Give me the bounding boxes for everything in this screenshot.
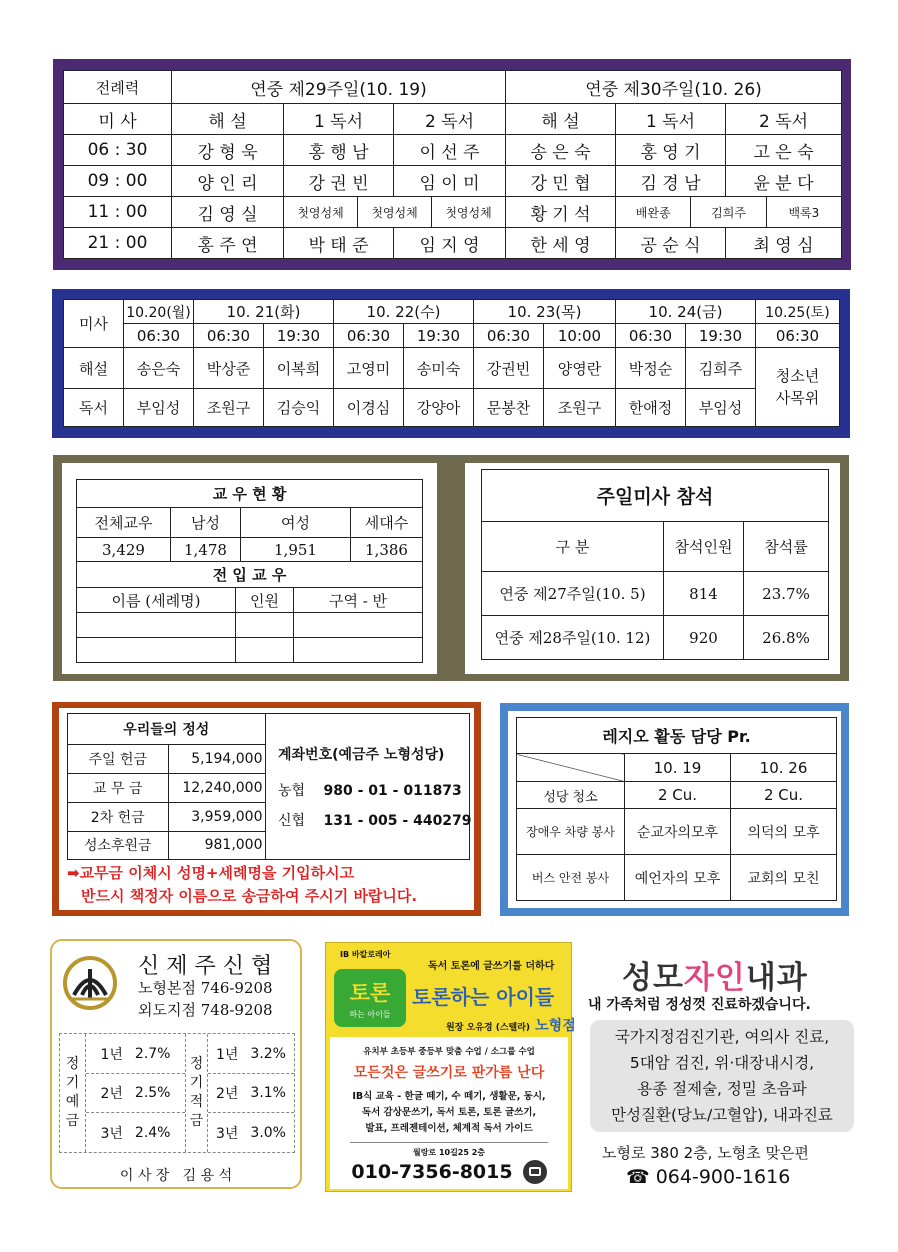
attendance-header: 참석률 — [744, 522, 829, 572]
members-header: 여성 — [241, 508, 351, 538]
label-char: 적 — [189, 1094, 204, 1110]
credit-union-ad — [50, 939, 302, 1189]
table-cell: 부임성 — [124, 388, 194, 426]
table-cell: 양 인 리 — [172, 166, 284, 197]
service-line: 만성질환(당뇨/고혈압), 내과진료 — [611, 1106, 833, 1124]
time-cell: 06:30 — [616, 324, 686, 348]
newcomer-headers — [77, 588, 423, 613]
legio-cell: 순교자의모후 — [625, 809, 731, 855]
liturgy-table — [63, 70, 842, 259]
rate-term: 2년 — [215, 1086, 239, 1102]
offering-notice: 반드시 책정자 이름으로 송금하여 주시기 바랍니다. — [81, 887, 418, 905]
mass-label: 미사 — [64, 300, 124, 348]
members-title: 교 우 현 황 — [77, 480, 423, 508]
table-cell: 송미숙 — [404, 348, 474, 388]
table-cell: 임 이 미 — [394, 166, 506, 197]
legio-duty: 성당 청소 — [517, 782, 625, 809]
time-cell: 06:30 — [474, 324, 544, 348]
mass-time: 21 : 00 — [64, 228, 172, 259]
debate-logo — [334, 969, 406, 1027]
director-line — [446, 1015, 576, 1035]
commentary-label: 해설 — [64, 348, 124, 388]
table-cell: 홍 행 남 — [284, 135, 394, 166]
attendance-count: 920 — [664, 616, 744, 660]
credit-union-logo — [62, 955, 118, 1011]
label-char: 기 — [65, 1075, 80, 1091]
table-cell: 부임성 — [686, 388, 756, 426]
rate-value: 3.2% — [250, 1045, 286, 1062]
weekday-table — [63, 299, 840, 427]
attendance-panel — [465, 463, 840, 674]
chairman: 이 사 장 김 용 석 — [119, 1168, 233, 1184]
table-cell: 강양아 — [404, 388, 474, 426]
account-number: 131 - 005 - 440279 — [323, 813, 472, 829]
attendance-week: 연중 제27주일(10. 5) — [482, 572, 664, 616]
time-cell: 06:30 — [334, 324, 404, 348]
deposit-label — [60, 1034, 86, 1152]
attendance-count: 814 — [664, 572, 744, 616]
ad-tagline: 독서 토론에 글쓰기를 더하다 — [428, 961, 555, 972]
rate-term: 2년 — [100, 1086, 123, 1102]
time-cell: 06:30 — [194, 324, 264, 348]
bank-name: 농협 — [278, 783, 306, 799]
legio-cell: 예언자의 모후 — [625, 855, 731, 901]
table-cell: 백록3 — [788, 205, 820, 220]
table-cell: 최 영 심 — [726, 228, 842, 259]
credit-union-name: 신 제 주 신 협 — [138, 954, 273, 979]
account-row — [278, 810, 472, 830]
reading1-header: 1 독서 — [284, 104, 394, 135]
date-header: 10. 24(금) — [616, 300, 756, 324]
offering-frame — [52, 702, 481, 916]
legio-date: 10. 19 — [625, 754, 731, 782]
newcomer-header: 이름 (세례명) — [77, 588, 236, 612]
table-cell: 송 은 숙 — [506, 135, 616, 166]
clinic-slogan: 내 가족처럼 정성껏 진료하겠습니다. — [588, 997, 811, 1013]
time-cell: 19:30 — [686, 324, 756, 348]
branch-phone: 외도지점 748-9208 — [138, 1001, 273, 1019]
logo-subtext: 하는 아이들 — [349, 1010, 391, 1019]
table-cell: 이경심 — [334, 388, 404, 426]
attendance-header: 참석인원 — [664, 522, 744, 572]
attendance-table — [481, 469, 829, 660]
legio-duty: 장애우 차량 봉사 — [517, 809, 625, 855]
label-char: 금 — [65, 1113, 80, 1129]
newcomer-header: 인원 — [236, 588, 294, 612]
rate-row — [86, 1113, 185, 1152]
account-number: 980 - 01 - 011873 — [323, 783, 462, 799]
offering-amount: 5,194,000 — [168, 744, 265, 773]
members-panel — [62, 463, 437, 674]
rate-table — [59, 1033, 295, 1153]
reading-label: 독서 — [64, 388, 124, 426]
table-cell: 박상준 — [194, 348, 264, 388]
legio-title: 레지오 활동 담당 Pr. — [517, 718, 837, 754]
table-cell: 이복희 — [264, 348, 334, 388]
table-cell: 조원구 — [194, 388, 264, 426]
service-line: 용종 절제술, 정밀 초음파 — [637, 1080, 807, 1098]
reading1-header: 1 독서 — [616, 104, 726, 135]
rate-term: 3년 — [100, 1125, 123, 1142]
table-cell: 조원구 — [544, 388, 616, 426]
date-header: 10. 21(화) — [194, 300, 334, 324]
offering-amount: 981,000 — [168, 831, 265, 859]
newcomer-row — [77, 613, 423, 638]
rate-value: 3.1% — [250, 1085, 286, 1101]
table-cell: 첫영성체 — [284, 197, 358, 227]
newcomer-row — [77, 638, 423, 663]
rate-term: 1년 — [215, 1046, 239, 1063]
service-line: 국가지정검진기관, 여의사 진료, — [614, 1028, 830, 1046]
phone-row — [330, 1160, 568, 1184]
offering-label: 2차 헌금 — [68, 802, 168, 831]
branch: 노형점 — [535, 1018, 576, 1034]
chat-icon — [523, 1160, 547, 1184]
rate-row — [86, 1034, 185, 1074]
date-header: 10. 22(수) — [334, 300, 474, 324]
offering-notice: ➡교무금 이체시 성명+세례명을 기입하시고 — [67, 864, 355, 882]
ad-line: 유치부 초등부 중등부 맞춤 수업 / 소그룹 수업 — [363, 1047, 535, 1057]
attendance-week: 연중 제28주일(10. 12) — [482, 616, 664, 660]
calendar-header: 전례력 — [64, 71, 172, 104]
time-cell: 19:30 — [264, 324, 334, 348]
ad-phone: 010-7356-8015 — [351, 1161, 513, 1183]
saving-label — [186, 1034, 208, 1152]
members-value: 3,429 — [77, 538, 171, 562]
bank-name: 신협 — [278, 813, 306, 829]
saturday-cell: 청소년 사목위 — [756, 348, 840, 427]
members-value: 1,386 — [351, 538, 423, 562]
debate-ad — [325, 942, 576, 1192]
attendance-rate: 23.7% — [744, 572, 829, 616]
table-cell: 김승익 — [264, 388, 334, 426]
legio-table — [516, 717, 837, 901]
table-cell: 고영미 — [334, 348, 404, 388]
clinic-name-part: 자인 — [683, 960, 746, 996]
time-cell: 10:00 — [544, 324, 616, 348]
table-cell: 홍 영 기 — [616, 135, 726, 166]
table-cell: 윤 분 다 — [726, 166, 842, 197]
members-header: 전체교우 — [77, 508, 171, 538]
label-char: 정 — [65, 1056, 80, 1072]
account-title: 계좌번호(예금주 노형성당) — [278, 747, 445, 763]
ad-line: IB식 교육 - 한글 떼기, 수 떼기, 생활문, 동시, — [352, 1091, 546, 1102]
table-cell: 강 권 빈 — [284, 166, 394, 197]
label-char: 정 — [189, 1056, 204, 1072]
members-header: 세대수 — [351, 508, 423, 538]
ad-address: 월랑로 10길25 2층 — [350, 1142, 548, 1158]
offering-table — [68, 714, 266, 859]
attendance-header: 구 분 — [482, 522, 664, 572]
table-cell: 김 영 실 — [172, 197, 284, 228]
mass-time: 09 : 00 — [64, 166, 172, 197]
clinic-name-part: 내과 — [745, 960, 808, 996]
offering-label: 주일 헌금 — [68, 744, 168, 773]
clinic-services — [590, 1020, 854, 1132]
rate-value: 3.0% — [250, 1124, 286, 1141]
clinic-ad — [586, 944, 856, 1194]
table-cell: 황 기 석 — [506, 197, 616, 228]
legio-cell: 2 Cu. — [625, 782, 731, 809]
offering-label: 교 무 금 — [68, 773, 168, 802]
time-cell: 19:30 — [404, 324, 474, 348]
offering-box — [67, 713, 470, 860]
table-cell: 양영란 — [544, 348, 616, 388]
offering-amount: 12,240,000 — [168, 773, 265, 802]
table-cell: 공 순 식 — [616, 228, 726, 259]
table-cell: 김희주 — [686, 348, 756, 388]
status-frame — [53, 455, 849, 681]
table-cell: 이 선 주 — [394, 135, 506, 166]
rate-value: 2.4% — [134, 1124, 171, 1141]
date-header: 10.25(토) — [756, 300, 840, 324]
table-cell: 첫영성체 — [358, 197, 432, 227]
ad-line: 독서 감상문쓰기, 독서 토론, 토론 글쓰기, — [361, 1107, 537, 1118]
table-cell: 송은숙 — [124, 348, 194, 388]
label-char: 예 — [65, 1094, 80, 1110]
offering-label: 성소후원금 — [68, 831, 168, 859]
ad-headline: 모든것은 글쓰기로 판가름 난다 — [353, 1065, 545, 1081]
rate-row — [208, 1113, 294, 1152]
legio-cell: 교회의 모친 — [731, 855, 837, 901]
commentary-header: 해 설 — [506, 104, 616, 135]
mass-time: 11 : 00 — [64, 197, 172, 228]
date-header: 10.20(월) — [124, 300, 194, 324]
table-cell: 배완종 — [616, 197, 691, 227]
rate-row — [208, 1074, 294, 1113]
first-communion-cells — [284, 197, 506, 228]
mass-time: 06 : 30 — [64, 135, 172, 166]
split-cells — [616, 197, 842, 228]
reading2-header: 2 독서 — [726, 104, 842, 135]
clinic-name-part: 성모 — [622, 960, 684, 996]
attendance-rate: 26.8% — [744, 616, 829, 660]
table-cell: 한 세 영 — [506, 228, 616, 259]
rate-row — [86, 1074, 185, 1113]
date-header: 10. 23(목) — [474, 300, 616, 324]
mass-col-header: 미 사 — [64, 104, 172, 135]
ad-body — [330, 1037, 568, 1189]
label-char: 금 — [189, 1113, 204, 1129]
rate-term: 1년 — [100, 1046, 123, 1063]
academy-name: 토론하는 아이들 — [412, 985, 555, 1009]
table-cell: 김 경 남 — [616, 166, 726, 197]
week1-header: 연중 제29주일(10. 19) — [172, 71, 506, 104]
table-cell: 박 태 준 — [284, 228, 394, 259]
table-cell: 임 지 영 — [394, 228, 506, 259]
table-cell: 김희주 — [691, 197, 766, 227]
branch-phone: 노형본점 746-9208 — [138, 979, 273, 997]
rate-value: 2.5% — [134, 1085, 171, 1101]
offering-title: 우리들의 정성 — [68, 714, 265, 744]
members-header: 남성 — [171, 508, 241, 538]
commentary-header: 해 설 — [172, 104, 284, 135]
rate-term: 3년 — [215, 1125, 239, 1142]
legio-date: 10. 26 — [731, 754, 837, 782]
newcomers-title: 전 입 교 우 — [77, 562, 423, 588]
legio-frame — [500, 703, 849, 916]
clinic-address: 노형로 380 2층, 노형초 맞은편 — [602, 1144, 809, 1162]
table-cell: 첫영성체 — [445, 205, 492, 220]
table-cell: 고 은 숙 — [726, 135, 842, 166]
legio-cell: 2 Cu. — [731, 782, 837, 809]
liturgy-frame — [53, 59, 851, 270]
table-cell: 강권빈 — [474, 348, 544, 388]
table-cell: 한애정 — [616, 388, 686, 426]
table-cell: 박정순 — [616, 348, 686, 388]
reading2-header: 2 독서 — [394, 104, 506, 135]
table-cell: 강 민 협 — [506, 166, 616, 197]
clinic-name — [622, 952, 808, 997]
offering-amount: 3,959,000 — [168, 802, 265, 831]
newcomer-header: 구역 - 반 — [328, 591, 388, 610]
week2-header: 연중 제30주일(10. 26) — [506, 71, 842, 104]
service-line: 5대암 검진, 위·대장내시경, — [629, 1054, 815, 1072]
members-table — [76, 479, 423, 663]
attendance-title: 주일미사 참석 — [482, 470, 829, 522]
weekday-frame — [52, 289, 850, 438]
time-cell: 06:30 — [124, 324, 194, 348]
ib-label: IB 바칼로레아 — [340, 950, 391, 959]
legio-diagonal-cell — [517, 754, 625, 782]
label-char: 기 — [189, 1075, 204, 1091]
legio-duty: 버스 안전 봉사 — [517, 855, 625, 901]
members-value: 1,478 — [171, 538, 241, 562]
rate-value: 2.7% — [134, 1045, 171, 1062]
rate-row — [208, 1034, 294, 1074]
time-cell: 06:30 — [756, 324, 840, 348]
ad-line: 발표, 프레젠테이션, 체계적 독서 가이드 — [365, 1123, 533, 1134]
director: 원장 오유경 (스텔라) — [446, 1023, 531, 1033]
logo-text: 토론 — [349, 981, 391, 1005]
table-cell: 강 형 욱 — [172, 135, 284, 166]
members-value: 1,951 — [241, 538, 351, 562]
table-cell: 홍 주 연 — [172, 228, 284, 259]
legio-cell: 의덕의 모후 — [731, 809, 837, 855]
table-cell: 문봉찬 — [474, 388, 544, 426]
account-row — [278, 780, 462, 800]
clinic-phone: ☎ 064-900-1616 — [626, 1166, 791, 1188]
